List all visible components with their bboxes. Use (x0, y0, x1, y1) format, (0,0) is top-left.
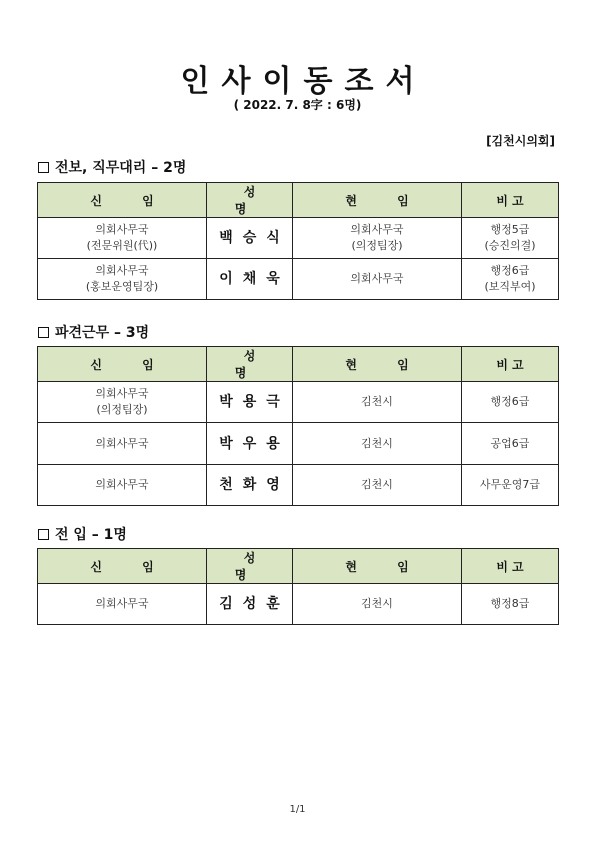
name-cell: 백승식 (207, 218, 293, 259)
new-post-cell: 의회사무국 (38, 465, 207, 506)
section-heading-transfer-in (38, 524, 127, 544)
new-post-cell: 의회사무국 (전문위원(代)) (38, 218, 207, 259)
remarks-cell: 행정6급 (보직부여) (462, 259, 559, 300)
section-heading-text: 전보, 직무대리 – 2명 (55, 160, 187, 176)
table-row (38, 382, 559, 423)
checkbox-square-icon (38, 327, 49, 338)
section-heading-text: 전 입 – 1명 (55, 527, 127, 543)
remarks-cell: 행정6급 (462, 382, 559, 423)
current-cell: 김천시 (293, 423, 462, 465)
table-row (38, 259, 559, 300)
header-current: 현 임 (293, 183, 462, 218)
page-number: 1/1 (289, 804, 306, 815)
section-heading-text: 파견근무 – 3명 (55, 325, 150, 341)
new-post-cell: 의회사무국 (의정팀장) (38, 382, 207, 423)
dispatch-table (37, 346, 559, 506)
current-cell: 김천시 (293, 382, 462, 423)
header-current: 현 임 (293, 549, 462, 584)
header-new-post: 신 임 (38, 549, 207, 584)
table-row (38, 423, 559, 465)
header-name: 성 명 (207, 183, 293, 218)
current-cell: 김천시 (293, 584, 462, 625)
organization-label: [김천시의회] (486, 134, 555, 148)
checkbox-square-icon (38, 529, 49, 540)
new-post-cell: 의회사무국 (38, 584, 207, 625)
name-cell: 박우용 (207, 423, 293, 465)
header-new-post: 신 임 (38, 347, 207, 382)
table-row (38, 584, 559, 625)
current-cell: 김천시 (293, 465, 462, 506)
transfer-in-table (37, 548, 559, 625)
name-cell: 김성훈 (207, 584, 293, 625)
section-heading-dispatch (38, 322, 149, 342)
header-remarks: 비고 (462, 549, 559, 584)
remarks-cell: 행정5급 (승진의결) (462, 218, 559, 259)
table-header-row (38, 183, 559, 218)
name-cell: 박용극 (207, 382, 293, 423)
new-post-cell: 의회사무국 (38, 423, 207, 465)
name-cell: 이채욱 (207, 259, 293, 300)
new-post-cell: 의회사무국 (홍보운영팀장) (38, 259, 207, 300)
table-header-row (38, 347, 559, 382)
transfer-table (37, 182, 559, 300)
checkbox-square-icon (38, 162, 49, 173)
document-date: ( 2022. 7. 8字 : 6명) (233, 98, 362, 112)
header-name: 성 명 (207, 549, 293, 584)
remarks-cell: 사무운영7급 (462, 465, 559, 506)
header-current: 현 임 (293, 347, 462, 382)
header-remarks: 비고 (462, 347, 559, 382)
remarks-cell: 공업6급 (462, 423, 559, 465)
name-cell: 천화영 (207, 465, 293, 506)
header-name: 성 명 (207, 347, 293, 382)
document-title: 인사이동조서 (180, 64, 427, 99)
section-heading-transfer (38, 157, 186, 177)
header-new-post: 신 임 (38, 183, 207, 218)
current-cell: 의회사무국 (의정팀장) (293, 218, 462, 259)
remarks-cell: 행정8급 (462, 584, 559, 625)
table-row (38, 218, 559, 259)
table-header-row (38, 549, 559, 584)
table-row (38, 465, 559, 506)
header-remarks: 비고 (462, 183, 559, 218)
current-cell: 의회사무국 (293, 259, 462, 300)
